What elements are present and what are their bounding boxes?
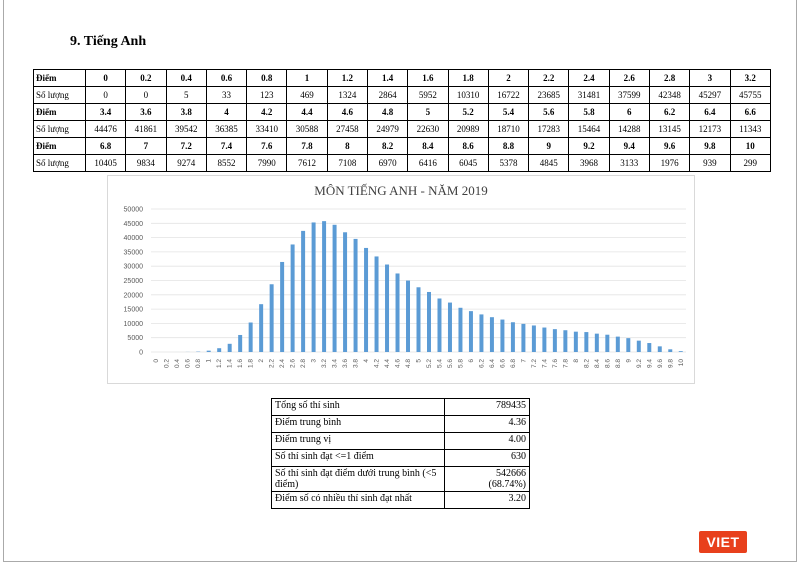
stats-value: 3.20: [508, 493, 526, 504]
count-cell: 15464: [569, 121, 609, 138]
score-cell: 4.2: [247, 104, 287, 121]
row-label-count: Số lượng: [34, 121, 86, 138]
x-tick-label: 5.8: [457, 359, 465, 369]
count-cell: 299: [730, 155, 771, 172]
stats-label: Số thí sinh đạt <=1 điểm: [272, 450, 445, 467]
bar: [469, 311, 473, 352]
row-label-score: Điểm: [34, 138, 86, 155]
stats-row: [272, 416, 530, 433]
score-cell: 3.8: [166, 104, 206, 121]
bar: [479, 314, 483, 352]
x-tick-label: 4.8: [405, 359, 413, 369]
stats-row: [272, 433, 530, 450]
score-cell: 3.6: [126, 104, 166, 121]
bar: [301, 231, 305, 352]
x-tick-label: 7.8: [562, 359, 570, 369]
chart-container: [107, 175, 695, 384]
x-tick-label: 0.8: [195, 359, 203, 369]
x-tick-label: 1.2: [216, 359, 224, 369]
x-tick-label: 4.6: [394, 359, 402, 369]
x-tick-label: 7.4: [541, 359, 549, 369]
count-cell: 36385: [206, 121, 246, 138]
score-row: [34, 104, 771, 121]
score-cell: 9.8: [690, 138, 730, 155]
count-cell: 469: [287, 87, 327, 104]
stats-value-cell: [445, 450, 530, 467]
count-cell: 1324: [327, 87, 367, 104]
count-cell: 7108: [327, 155, 367, 172]
count-cell: 33410: [247, 121, 287, 138]
count-cell: 37599: [609, 87, 649, 104]
section-title: 9. Tiếng Anh: [70, 34, 147, 49]
bar: [354, 239, 358, 352]
x-tick-label: 2.2: [268, 359, 276, 369]
bar: [322, 221, 326, 352]
x-tick-label: 9.6: [656, 359, 664, 369]
stats-value-cell: [445, 467, 530, 492]
bar: [437, 298, 441, 352]
count-cell: 3968: [569, 155, 609, 172]
bar: [542, 328, 546, 352]
count-cell: 30588: [287, 121, 327, 138]
x-tick-label: 6: [467, 359, 475, 363]
count-cell: 20989: [448, 121, 488, 138]
count-cell: 939: [690, 155, 730, 172]
score-cell: 4: [206, 104, 246, 121]
x-tick-label: 1.4: [226, 359, 234, 369]
score-cell: 0.2: [126, 70, 166, 87]
score-cell: 3.2: [730, 70, 771, 87]
stats-value-secondary: (68.74%): [488, 479, 526, 490]
x-tick-label: 4.4: [384, 359, 392, 369]
y-tick-label: 35000: [123, 249, 143, 257]
x-tick-label: 10: [677, 359, 685, 367]
stats-value: 542666: [496, 468, 526, 479]
stats-row: [272, 450, 530, 467]
bar: [500, 320, 504, 352]
stats-label: Điểm trung bình: [272, 416, 445, 433]
score-cell: 8.8: [488, 138, 528, 155]
stats-value: 789435: [496, 400, 526, 411]
x-tick-label: 0.6: [184, 359, 192, 369]
count-cell: 9274: [166, 155, 206, 172]
count-cell: 0: [126, 87, 166, 104]
bar: [427, 292, 431, 352]
count-cell: 4845: [529, 155, 569, 172]
score-cell: 1.4: [367, 70, 407, 87]
bar: [605, 335, 609, 352]
score-cell: 6.6: [730, 104, 771, 121]
bar: [249, 323, 253, 352]
y-tick-label: 15000: [123, 306, 143, 314]
count-cell: 10310: [448, 87, 488, 104]
bar: [406, 281, 410, 352]
bar: [343, 232, 347, 352]
score-cell: 6: [609, 104, 649, 121]
x-tick-label: 5.6: [446, 359, 454, 369]
x-tick-label: 3.8: [352, 359, 360, 369]
count-cell: 6970: [367, 155, 407, 172]
count-cell: 0: [86, 87, 126, 104]
x-tick-label: 9: [625, 359, 633, 363]
bar: [626, 338, 630, 352]
score-row: [34, 138, 771, 155]
x-tick-label: 8.6: [604, 359, 612, 369]
bar: [259, 304, 263, 352]
stats-row: [272, 467, 530, 492]
score-cell: 5.4: [488, 104, 528, 121]
count-row: [34, 155, 771, 172]
score-cell: 5.6: [529, 104, 569, 121]
score-cell: 8.4: [408, 138, 448, 155]
score-cell: 0.4: [166, 70, 206, 87]
bar: [647, 343, 651, 352]
x-tick-label: 3.2: [321, 359, 329, 369]
count-cell: 45755: [730, 87, 771, 104]
chart-title: MÔN TIẾNG ANH - NĂM 2019: [314, 183, 488, 198]
score-cell: 5: [408, 104, 448, 121]
bar: [511, 322, 515, 352]
x-tick-label: 6.4: [488, 359, 496, 369]
x-tick-label: 8: [572, 359, 580, 363]
bar: [563, 330, 567, 352]
score-cell: 1: [287, 70, 327, 87]
count-cell: 33: [206, 87, 246, 104]
count-cell: 1976: [649, 155, 689, 172]
stats-row: [272, 399, 530, 416]
count-cell: 31481: [569, 87, 609, 104]
bar: [532, 325, 536, 352]
x-tick-label: 2.6: [289, 359, 297, 369]
y-tick-label: 50000: [123, 206, 143, 214]
x-tick-label: 1.6: [237, 359, 245, 369]
count-cell: 14288: [609, 121, 649, 138]
score-cell: 4.8: [367, 104, 407, 121]
bar: [270, 284, 274, 352]
score-row: [34, 70, 771, 87]
y-tick-label: 0: [139, 349, 143, 357]
viet-logo: VIET: [699, 531, 747, 553]
score-cell: 4.4: [287, 104, 327, 121]
x-tick-label: 1.8: [247, 359, 255, 369]
bar: [448, 303, 452, 352]
count-row: [34, 121, 771, 138]
score-cell: 7.8: [287, 138, 327, 155]
score-cell: 0: [86, 70, 126, 87]
score-cell: 7.4: [206, 138, 246, 155]
stats-value-cell: [445, 433, 530, 450]
score-cell: 2.4: [569, 70, 609, 87]
count-cell: 123: [247, 87, 287, 104]
score-cell: 9.2: [569, 138, 609, 155]
bar: [668, 349, 672, 352]
count-cell: 6045: [448, 155, 488, 172]
bar-chart: [108, 176, 694, 383]
y-tick-label: 45000: [123, 220, 143, 228]
stats-label: Điểm số có nhiều thí sinh đạt nhất: [272, 492, 445, 509]
bar: [396, 273, 400, 352]
count-row: [34, 87, 771, 104]
x-tick-label: 2.8: [300, 359, 308, 369]
x-tick-label: 3.4: [331, 359, 339, 369]
score-cell: 3.4: [86, 104, 126, 121]
stats-value: 630: [511, 451, 526, 462]
x-tick-label: 9.4: [646, 359, 654, 369]
score-cell: 0.6: [206, 70, 246, 87]
bar: [595, 334, 599, 352]
bar: [417, 287, 421, 352]
x-tick-label: 0.4: [174, 359, 182, 369]
y-tick-label: 10000: [123, 320, 143, 328]
bar: [521, 324, 525, 352]
count-cell: 9834: [126, 155, 166, 172]
score-cell: 9.4: [609, 138, 649, 155]
x-tick-label: 5.2: [425, 359, 433, 369]
bar: [658, 346, 662, 352]
x-tick-label: 6.6: [499, 359, 507, 369]
count-cell: 5378: [488, 155, 528, 172]
x-tick-label: 9.2: [635, 359, 643, 369]
x-tick-label: 5: [415, 359, 423, 363]
bar: [333, 225, 337, 352]
score-cell: 1.8: [448, 70, 488, 87]
bar: [364, 248, 368, 352]
score-cell: 2.8: [649, 70, 689, 87]
x-tick-label: 3.6: [342, 359, 350, 369]
stats-value: 4.00: [508, 434, 526, 445]
bar: [637, 341, 641, 352]
row-label-count: Số lượng: [34, 155, 86, 172]
score-cell: 5.2: [448, 104, 488, 121]
score-cell: 1.2: [327, 70, 367, 87]
x-tick-label: 5.4: [436, 359, 444, 369]
score-cell: 9.6: [649, 138, 689, 155]
bar: [385, 265, 389, 352]
count-cell: 41861: [126, 121, 166, 138]
score-cell: 0.8: [247, 70, 287, 87]
x-tick-label: 0: [153, 359, 161, 363]
count-cell: 22630: [408, 121, 448, 138]
score-cell: 2.2: [529, 70, 569, 87]
y-tick-label: 20000: [123, 292, 143, 300]
score-table: [33, 69, 771, 172]
count-cell: 7612: [287, 155, 327, 172]
bar: [458, 308, 462, 352]
bar: [228, 344, 232, 352]
count-cell: 2864: [367, 87, 407, 104]
x-tick-label: 3: [310, 359, 318, 363]
count-cell: 18710: [488, 121, 528, 138]
x-tick-label: 6.2: [478, 359, 486, 369]
count-cell: 11343: [730, 121, 771, 138]
y-tick-label: 30000: [123, 263, 143, 271]
score-cell: 9: [529, 138, 569, 155]
count-cell: 16722: [488, 87, 528, 104]
bar: [616, 337, 620, 352]
count-cell: 7990: [247, 155, 287, 172]
score-cell: 6.8: [86, 138, 126, 155]
x-tick-label: 6.8: [509, 359, 517, 369]
count-cell: 45297: [690, 87, 730, 104]
stats-value-cell: [445, 492, 530, 509]
bar: [490, 317, 494, 352]
y-tick-label: 5000: [127, 335, 143, 343]
stats-label: Điểm trung vị: [272, 433, 445, 450]
bar: [375, 256, 379, 352]
score-cell: 8.2: [367, 138, 407, 155]
x-tick-label: 1: [205, 359, 213, 363]
stats-table: [271, 398, 530, 509]
x-tick-label: 7.2: [530, 359, 538, 369]
y-tick-label: 40000: [123, 235, 143, 243]
count-cell: 17283: [529, 121, 569, 138]
bar: [280, 262, 284, 352]
bar: [679, 351, 683, 352]
x-tick-label: 2: [258, 359, 266, 363]
score-cell: 5.8: [569, 104, 609, 121]
bar: [584, 332, 588, 352]
bar: [291, 244, 295, 352]
x-tick-label: 4: [363, 359, 371, 363]
count-cell: 5: [166, 87, 206, 104]
score-cell: 3: [690, 70, 730, 87]
bar: [238, 335, 242, 352]
row-label-score: Điểm: [34, 104, 86, 121]
score-cell: 8.6: [448, 138, 488, 155]
count-cell: 44476: [86, 121, 126, 138]
score-cell: 7: [126, 138, 166, 155]
count-cell: 23685: [529, 87, 569, 104]
count-cell: 8552: [206, 155, 246, 172]
count-cell: 12173: [690, 121, 730, 138]
count-cell: 13145: [649, 121, 689, 138]
row-label-score: Điểm: [34, 70, 86, 87]
count-cell: 27458: [327, 121, 367, 138]
x-tick-label: 4.2: [373, 359, 381, 369]
count-cell: 39542: [166, 121, 206, 138]
count-cell: 10405: [86, 155, 126, 172]
count-cell: 3133: [609, 155, 649, 172]
count-cell: 42348: [649, 87, 689, 104]
stats-value: 4.36: [508, 417, 526, 428]
score-cell: 7.6: [247, 138, 287, 155]
score-cell: 2: [488, 70, 528, 87]
stats-value-cell: [445, 399, 530, 416]
x-tick-label: 7: [520, 359, 528, 363]
x-tick-label: 8.4: [593, 359, 601, 369]
count-cell: 24979: [367, 121, 407, 138]
stats-row: [272, 492, 530, 509]
stats-label: Tổng số thí sinh: [272, 399, 445, 416]
score-cell: 4.6: [327, 104, 367, 121]
x-tick-label: 8.2: [583, 359, 591, 369]
count-cell: 5952: [408, 87, 448, 104]
score-cell: 2.6: [609, 70, 649, 87]
x-tick-label: 7.6: [551, 359, 559, 369]
y-tick-label: 25000: [123, 278, 143, 285]
bar: [207, 351, 211, 352]
score-cell: 6.2: [649, 104, 689, 121]
stats-value-cell: [445, 416, 530, 433]
x-tick-label: 2.4: [279, 359, 287, 369]
bar: [574, 332, 578, 352]
score-cell: 8: [327, 138, 367, 155]
bar: [217, 348, 221, 352]
x-tick-label: 9.8: [667, 359, 675, 369]
row-label-count: Số lượng: [34, 87, 86, 104]
score-cell: 7.2: [166, 138, 206, 155]
score-cell: 6.4: [690, 104, 730, 121]
count-cell: 6416: [408, 155, 448, 172]
bar: [553, 329, 557, 352]
x-tick-label: 8.8: [614, 359, 622, 369]
bar: [312, 222, 316, 352]
x-tick-label: 0.2: [163, 359, 171, 369]
score-cell: 10: [730, 138, 771, 155]
score-cell: 1.6: [408, 70, 448, 87]
stats-label: Số thí sinh đạt điểm dưới trung bình (<5 điểm): [272, 467, 445, 492]
